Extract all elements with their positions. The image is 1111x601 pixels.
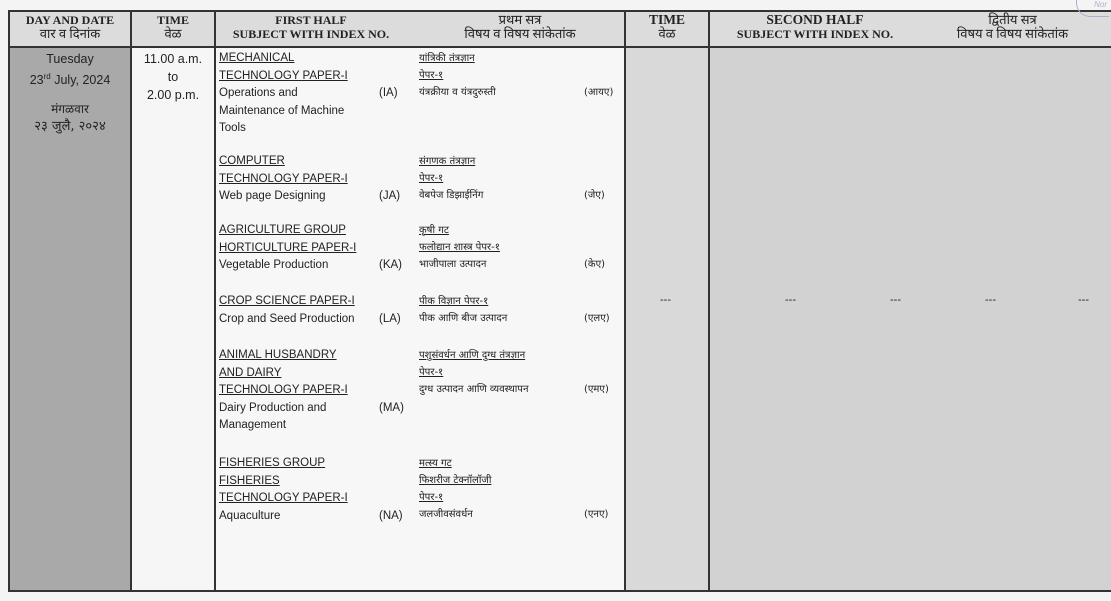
subject-heading-mr: पीक विज्ञान पेपर-१ [419, 296, 489, 307]
subject-detail-en: Tools [219, 122, 246, 134]
subject-heading-en: TECHNOLOGY PAPER-I [219, 172, 348, 185]
subject-en [219, 347, 409, 435]
subject-index-code: (KA) [379, 259, 402, 271]
subject-heading-mr: पशुसंवर्धन आणि दुग्ध तंत्रज्ञान [419, 350, 526, 361]
subject-detail-mr: वेबपेज डिझाईनिंग [419, 190, 484, 201]
header-first-half-en [216, 13, 406, 41]
subject-detail-en: Operations and [219, 87, 298, 99]
header-second-half-en [715, 13, 915, 41]
subject-index-code: (LA) [379, 312, 401, 325]
col-border-2 [214, 10, 216, 592]
second-half-en-dash-1: --- [785, 294, 796, 306]
subject-heading-mr: मत्स्य गट [419, 458, 452, 469]
subject-heading-mr: कृषी गट [419, 225, 449, 236]
header-second-half-mr-sub: विषय व विषय सांकेतांक [956, 26, 1069, 41]
time-to: to [167, 70, 179, 84]
time2-dash: --- [660, 294, 671, 306]
subjects-list [219, 50, 619, 590]
time-cell [132, 50, 214, 104]
subject-detail-mr: दुग्ध उत्पादन आणि व्यवस्थापन [419, 384, 529, 395]
time2-column-bg [624, 47, 709, 591]
subject-heading-mr: पेपर-१ [419, 70, 444, 81]
subject-heading-mr: यांत्रिकी तंत्रज्ञान [419, 53, 475, 64]
date-full [10, 68, 130, 89]
subject-heading-mr: पेपर-१ [419, 173, 444, 184]
subject-heading-en: FISHERIES GROUP [219, 457, 326, 469]
subject-heading-en: HORTICULTURE PAPER-I [219, 241, 357, 254]
date-num: 23 [29, 73, 44, 88]
header-first-half-mr [420, 13, 620, 41]
header-time-mr: वेळ [164, 26, 182, 41]
subject-index-code-mr: (एमए) [584, 384, 609, 395]
subject-detail-mr: जलजीवसंवर्धन [419, 509, 473, 520]
header-first-half-mr-sub: विषय व विषय सांकेतांक [464, 26, 576, 41]
header-time-en: TIME [156, 13, 189, 27]
subject-index-code-mr: (एनए) [584, 509, 609, 520]
header-second-half-title: SECOND HALF [766, 12, 864, 27]
header-time2 [626, 13, 708, 41]
second-half-en-dash-2: --- [890, 294, 901, 306]
subject-index-code-mr: (एलए) [584, 313, 610, 324]
subject-index-code: (IA) [379, 87, 398, 99]
subject-index-code-mr: (केए) [584, 259, 606, 270]
office-stamp: Nor [1076, 0, 1109, 17]
subject-heading-en: TECHNOLOGY PAPER-I [219, 384, 348, 396]
second-half-mr-dash-2: --- [1078, 294, 1089, 306]
header-second-half-mr-title: द्वितीय सत्र [988, 12, 1037, 27]
header-second-half-mr [920, 13, 1105, 41]
subject-heading-mr: फलोद्यान शास्त्र पेपर-१ [419, 242, 500, 253]
time-start: 11.00 a.m. [143, 52, 203, 66]
subject-detail-mr: पीक आणि बीज उत्पादन [419, 313, 508, 324]
subject-heading-mr: पेपर-१ [419, 492, 444, 503]
header-day-date [10, 13, 130, 41]
subject-heading-en: CROP SCIENCE PAPER-I [219, 295, 355, 307]
subject-heading-mr: फिशरीज टेक्नॉलॉजी [419, 475, 492, 486]
header-first-half-title: FIRST HALF [275, 13, 347, 27]
header-time2-mr: वेळ [658, 26, 676, 41]
table-bottom-border [8, 590, 1111, 592]
subject-heading-en: MECHANICAL [219, 52, 295, 64]
subject-detail-en: Aquaculture [219, 509, 281, 522]
subject-heading-mr: संगणक तंत्रज्ञान [419, 156, 476, 167]
date-rest: July, 2024 [54, 73, 111, 88]
subject-detail-en: Crop and Seed Production [219, 312, 355, 325]
subject-index-code: (JA) [379, 190, 401, 202]
header-day-date-en: DAY AND DATE [25, 13, 115, 27]
header-bottom-border [8, 46, 1111, 48]
subject-heading-mr: पेपर-१ [419, 367, 444, 378]
header-time [132, 13, 214, 41]
subject-detail-en: Management [219, 419, 287, 431]
second-half-column-bg [709, 47, 1111, 591]
subject-detail-mr: यंत्रक्रीया व यंत्रदुरुस्ती [419, 87, 496, 98]
date-sup: rd [43, 72, 51, 81]
subject-heading-en: FISHERIES [219, 474, 280, 487]
time-end: 2.00 p.m. [146, 88, 200, 102]
subject-detail-en: Maintenance of Machine [219, 104, 345, 117]
subject-detail-en: Vegetable Production [219, 259, 329, 271]
date-day-mr: मंगळवार [51, 102, 89, 117]
subject-heading-en: AGRICULTURE GROUP [219, 224, 346, 236]
subject-index-code-mr: (आयए) [584, 87, 614, 98]
subject-heading-en: TECHNOLOGY PAPER-I [219, 492, 348, 504]
header-first-half-mr-title: प्रथम सत्र [498, 12, 542, 27]
subject-detail-en: Dairy Production and [219, 401, 327, 414]
date-cell [10, 50, 130, 135]
second-half-mr-dash-1: --- [985, 294, 996, 306]
subject-heading-en: AND DAIRY [219, 366, 282, 379]
subject-index-code: (NA) [379, 509, 403, 522]
col-border-4 [708, 10, 710, 592]
header-time2-en: TIME [648, 12, 685, 27]
subject-heading-en: TECHNOLOGY PAPER-I [219, 69, 348, 82]
date-full-mr: २३ जुलै, २०२४ [34, 119, 106, 135]
subject-detail-en: Web page Designing [219, 190, 326, 202]
header-first-half-sub: SUBJECT WITH INDEX NO. [232, 27, 390, 41]
header-second-half-sub: SUBJECT WITH INDEX NO. [736, 27, 894, 41]
header-day-date-mr: वार व दिनांक [39, 26, 101, 41]
subject-index-code-mr: (जेए) [584, 190, 605, 201]
subject-detail-mr: भाजीपाला उत्पादन [419, 259, 487, 270]
subject-index-code: (MA) [379, 401, 404, 414]
date-day: Tuesday [46, 52, 94, 66]
table-top-border [8, 10, 1111, 12]
subject-heading-en: ANIMAL HUSBANDRY [219, 349, 337, 361]
time-column-bg [131, 47, 215, 591]
subject-heading-en: COMPUTER [219, 155, 285, 167]
col-border-3 [624, 10, 626, 592]
